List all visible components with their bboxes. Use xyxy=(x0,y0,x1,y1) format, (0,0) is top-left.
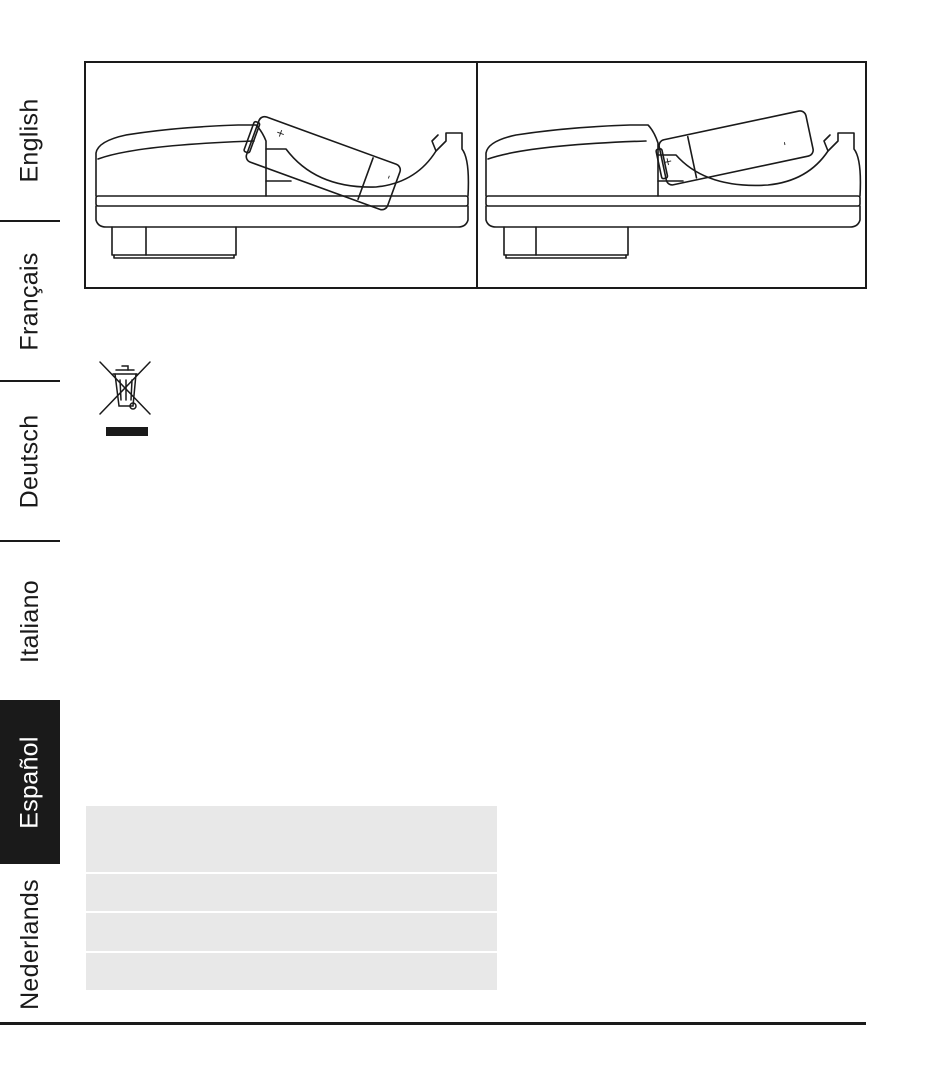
tab-deutsch[interactable] xyxy=(0,382,60,540)
table-row xyxy=(86,953,497,990)
crossed-out-wheelie-bin-icon xyxy=(96,358,156,438)
tab-espanol-label: Español xyxy=(15,735,44,829)
negative-polarity-mark: - xyxy=(776,140,791,147)
figure-panel-step-1 xyxy=(86,63,476,287)
tab-italiano-label: Italiano xyxy=(15,579,44,663)
tab-english[interactable] xyxy=(0,60,60,220)
tab-english-label: English xyxy=(15,97,44,183)
positive-polarity-mark: + xyxy=(273,125,288,141)
info-table xyxy=(86,806,497,992)
tab-nederlands[interactable] xyxy=(0,864,60,1025)
negative-polarity-mark: - xyxy=(381,172,396,182)
footer-rule xyxy=(0,1022,866,1025)
tab-francais[interactable] xyxy=(0,222,60,380)
positive-polarity-mark: + xyxy=(661,154,674,169)
table-row xyxy=(86,806,497,872)
table-row xyxy=(86,913,497,951)
figure-panel-step-2 xyxy=(476,63,866,287)
tab-nederlands-label: Nederlands xyxy=(15,879,44,1010)
battery-insertion-figure xyxy=(84,61,867,289)
tab-espanol[interactable] xyxy=(0,700,60,864)
tab-italiano[interactable] xyxy=(0,542,60,700)
tab-deutsch-label: Deutsch xyxy=(15,414,44,508)
tab-francais-label: Français xyxy=(15,251,44,351)
table-row xyxy=(86,874,497,911)
charger-battery-illustration xyxy=(478,63,868,287)
charger-battery-illustration xyxy=(86,63,475,287)
language-tabs xyxy=(0,60,60,1025)
